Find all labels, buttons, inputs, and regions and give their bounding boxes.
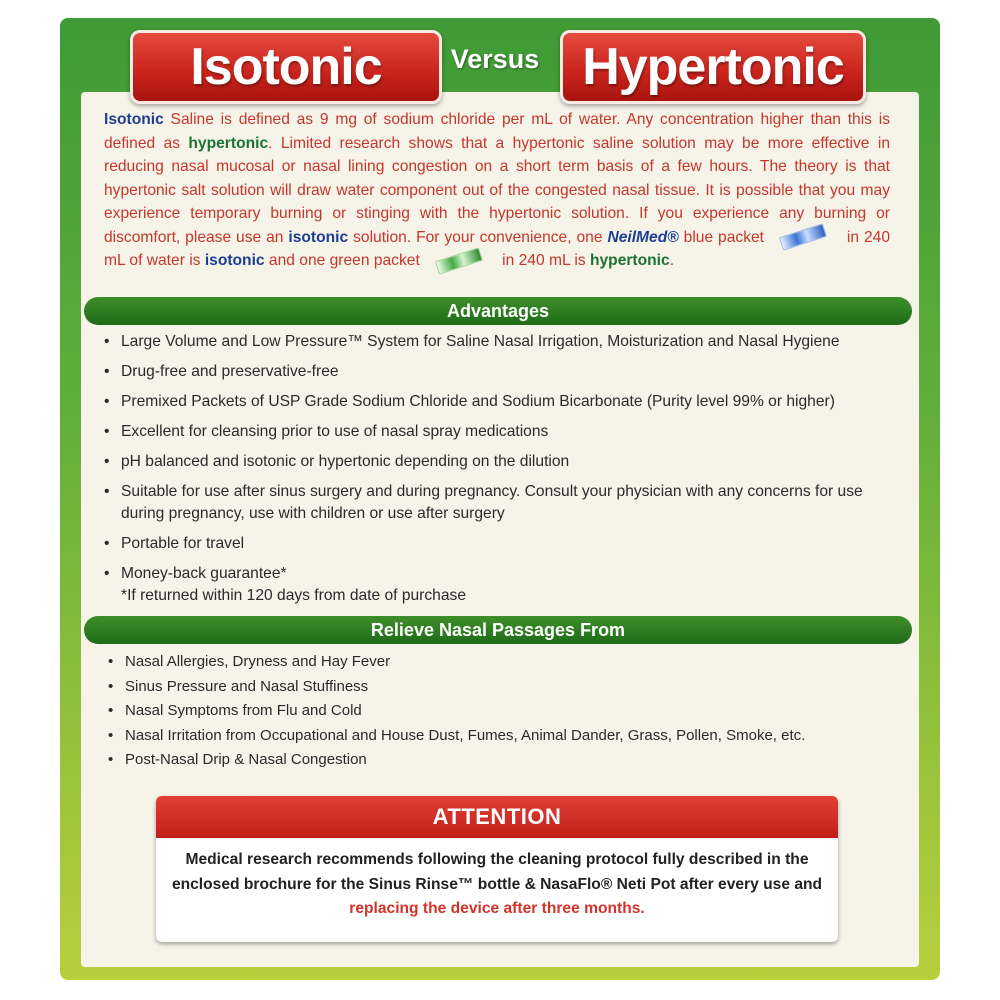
intro-text: solution. For your convenience, one <box>348 228 608 246</box>
bullet: • <box>104 565 110 582</box>
versus-label: Versus <box>450 44 540 74</box>
bullet: • <box>104 423 110 440</box>
list-item-text: Large Volume and Low Pressure™ System for Saline Nasal Irrigation, Moisturization and Nasal Hygiene <box>121 333 840 350</box>
bullet: • <box>104 333 110 350</box>
list-item-text: Money-back guarantee* <box>121 565 287 582</box>
list-item <box>104 331 894 353</box>
list-item <box>108 748 898 773</box>
bullet: • <box>104 393 110 410</box>
bullet: • <box>108 677 114 695</box>
bullet: • <box>108 653 114 670</box>
list-item-text: Nasal Irritation from Occupational and House Dust, Fumes, Animal Dander, Grass, Pollen, Smoke, etc. <box>125 726 806 744</box>
bullet: • <box>104 363 110 380</box>
blue-packet-icon <box>779 224 827 252</box>
attention-header: ATTENTION <box>156 796 838 838</box>
attention-body-text: Medical research recommends following the cleaning protocol fully described in the enclosed brochure for the Sinus Rinse™ bottle & NasaFlo® Neti Pot after every use and <box>171 851 823 893</box>
list-item-text: Nasal Symptoms from Flu and Cold <box>125 702 362 719</box>
guarantee-footnote: *If returned within 120 days from date of purchase <box>121 587 466 604</box>
bullet: • <box>104 535 110 552</box>
list-item <box>104 421 894 443</box>
intro-text: Saline is defined as 9 mg of sodium chloride per mL of water. Any concentration higher than this is defined as <box>104 111 890 152</box>
list-item <box>108 724 898 749</box>
list-item-text: Nasal Allergies, Dryness and Hay Fever <box>125 653 391 670</box>
intro-text: . <box>669 252 675 269</box>
bullet: • <box>108 702 114 719</box>
list-item <box>108 699 898 724</box>
hypertonic-title <box>560 30 866 104</box>
list-item-text: pH balanced and isotonic or hypertonic depending on the dilution <box>121 453 570 470</box>
attention-highlight: replacing the device after three months. <box>349 900 645 917</box>
list-item <box>108 675 898 700</box>
list-item-text: Excellent for cleansing prior to use of nasal spray medications <box>121 423 549 440</box>
isotonic-title-text: Isotonic <box>190 38 382 96</box>
intro-text: in 240 mL is <box>497 252 590 269</box>
intro-text: and one green packet <box>264 252 420 269</box>
green-packet-icon <box>435 247 483 275</box>
relieve-header: Relieve Nasal Passages From <box>84 616 912 644</box>
hypertonic-keyword: hypertonic <box>188 134 269 152</box>
list-item-text: Post-Nasal Drip & Nasal Congestion <box>125 751 367 768</box>
intro-text: . Limited research shows that a hypertonic saline solution may be more effective in reducing nasal mucosal or nasal lining congestion on a short term basis of a few hours. The theory is that hypertonic salt solution will draw water component out of the congested nasal tissue. It is possible that you may experience temporary burning or stinging with the hypertonic solution. If you experience any burning or discomfort, please use an <box>104 134 891 246</box>
list-item-text: Suitable for use after sinus surgery and during pregnancy. Consult your physician with any concerns for use during pregnancy, use with children or use after surgery <box>121 483 863 522</box>
list-item <box>104 563 894 607</box>
bullet: • <box>104 483 110 500</box>
list-item <box>104 451 894 473</box>
list-item <box>104 391 894 413</box>
intro-text: in 240 mL of water is <box>104 228 891 269</box>
isotonic-keyword: isotonic <box>288 228 349 246</box>
list-item-text: Sinus Pressure and Nasal Stuffiness <box>125 677 369 695</box>
relieve-list <box>108 650 898 773</box>
hypertonic-title-text: Hypertonic <box>582 38 844 96</box>
advantages-list <box>104 331 894 615</box>
list-item-text: Premixed Packets of USP Grade Sodium Chloride and Sodium Bicarbonate (Purity level 99% or higher) <box>121 393 835 410</box>
isotonic-keyword: isotonic <box>204 252 265 269</box>
list-item-text: Portable for travel <box>121 535 245 552</box>
bullet: • <box>108 726 114 744</box>
bullet: • <box>108 751 114 768</box>
neilmed-brand: NeilMed® <box>607 228 679 246</box>
list-item <box>104 481 894 525</box>
isotonic-title <box>130 30 442 104</box>
attention-text <box>156 838 838 922</box>
hypertonic-keyword: hypertonic <box>589 252 670 269</box>
list-item <box>104 361 894 383</box>
attention-box <box>156 796 838 942</box>
intro-text: blue packet <box>678 228 764 246</box>
bullet: • <box>104 453 110 470</box>
list-item-text: Drug-free and preservative-free <box>121 363 339 380</box>
list-item <box>108 650 898 675</box>
isotonic-keyword: Isotonic <box>104 111 164 128</box>
intro-paragraph <box>104 108 890 273</box>
list-item <box>104 533 894 555</box>
advantages-header: Advantages <box>84 297 912 325</box>
